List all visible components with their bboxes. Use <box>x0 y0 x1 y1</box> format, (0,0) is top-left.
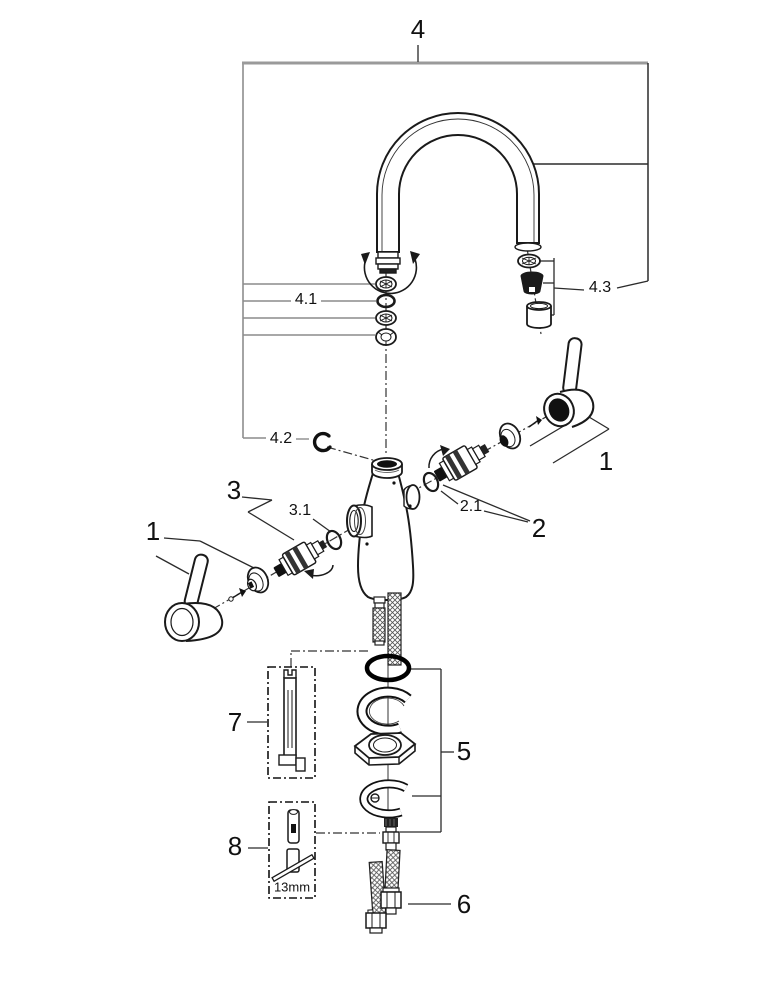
spout <box>361 113 541 293</box>
label-8: 8 <box>227 831 243 861</box>
lever <box>183 553 209 609</box>
o-ring-3-1 <box>324 529 344 552</box>
body-collar <box>372 458 402 478</box>
spout-outlet-ring <box>515 243 541 251</box>
strainer-washer <box>376 311 396 325</box>
label-2-1: 2.1 <box>459 498 483 515</box>
label-4-2: 4.2 <box>269 430 293 447</box>
mounting-nut <box>355 733 415 765</box>
label-4-1: 4.1 <box>294 291 318 308</box>
metal-washer <box>364 784 406 814</box>
label-3: 3 <box>226 475 242 505</box>
body-left-port <box>347 505 372 538</box>
label-13mm: 13mm <box>273 879 311 895</box>
lever <box>563 337 583 394</box>
spout-base-connector <box>376 252 400 273</box>
body-right-port <box>404 485 420 509</box>
handle-right <box>496 337 593 451</box>
label-4: 4 <box>410 14 426 44</box>
handle-cap <box>244 564 272 596</box>
faucet-body <box>347 458 420 600</box>
label-3-1: 3.1 <box>288 502 312 519</box>
label-4-3: 4.3 <box>588 279 612 296</box>
handle-left <box>165 553 272 641</box>
socket-tool <box>272 810 314 882</box>
retaining-clip <box>315 434 332 451</box>
threaded-stud <box>383 818 399 850</box>
mounting-rod <box>279 670 305 771</box>
mousseur-parts-4-3 <box>518 255 551 329</box>
hose-nut <box>366 910 386 933</box>
hose-connector <box>373 597 385 645</box>
aerator-insert <box>521 272 543 294</box>
part4-boundary-frame <box>242 45 648 439</box>
label-2: 2 <box>531 513 547 543</box>
handle-screw <box>529 416 542 427</box>
label-5: 5 <box>456 736 472 766</box>
label-1-left: 1 <box>145 516 161 546</box>
label-7: 7 <box>227 707 243 737</box>
handle-cap <box>496 420 524 452</box>
spout-seal-parts-4-1 <box>376 277 396 345</box>
supply-hoses <box>366 850 401 933</box>
sleeve <box>527 302 551 328</box>
handle-screw <box>229 588 246 601</box>
mounting-kit <box>355 656 415 850</box>
rubber-gasket <box>362 692 408 730</box>
label-1-right: 1 <box>598 446 614 476</box>
cartridge-right <box>430 436 493 488</box>
strainer-washer <box>518 255 540 268</box>
mounting-rod-box <box>268 667 315 778</box>
strainer-washer <box>376 277 396 291</box>
label-6: 6 <box>456 889 472 919</box>
bearing-ring <box>376 329 396 345</box>
